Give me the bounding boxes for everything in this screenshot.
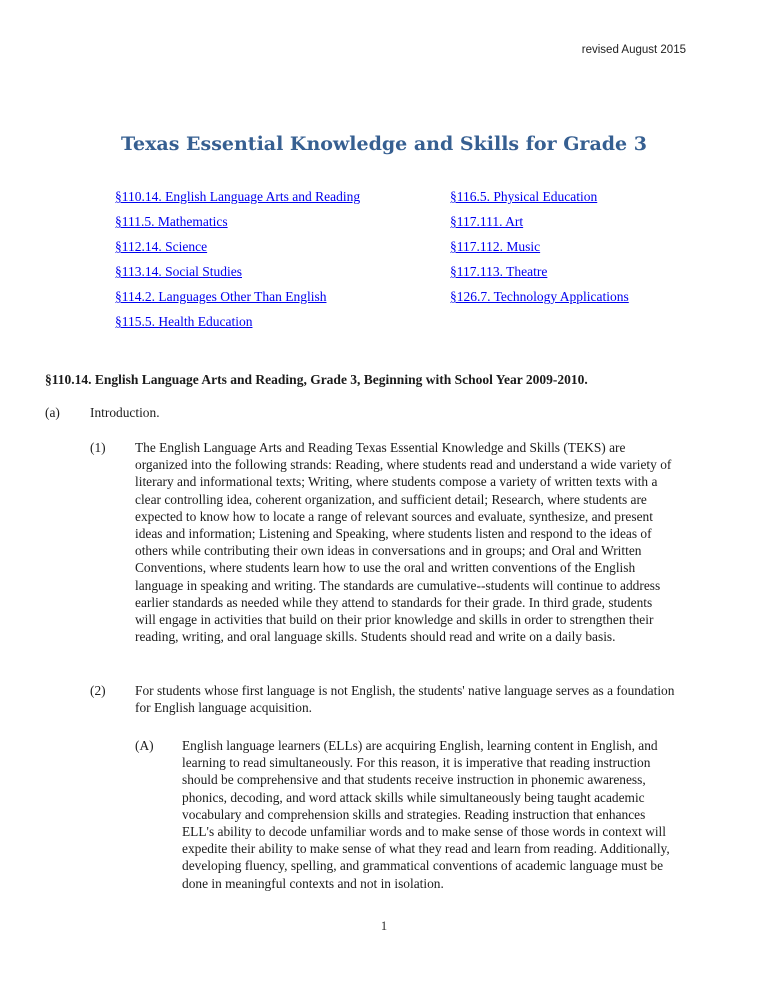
toc-link-languages-other-than-english[interactable]: §114.2. Languages Other Than English	[115, 289, 327, 304]
item-label: (1)	[90, 440, 106, 455]
toc-column-right	[450, 188, 629, 313]
toc-link-english-language-arts[interactable]: §110.14. English Language Arts and Reading	[115, 189, 361, 204]
section-heading: §110.14. English Language Arts and Reading, Grade 3, Beginning with School Year 2009-2010.	[45, 372, 588, 387]
toc-link-technology-applications[interactable]: §126.7. Technology Applications	[450, 289, 629, 304]
toc-link-mathematics[interactable]: §111.5. Mathematics	[115, 214, 228, 229]
item-label: (2)	[90, 683, 106, 698]
toc-link-health-education[interactable]: §115.5. Health Education	[115, 314, 253, 329]
item-text: For students whose first language is not English, the students' native language serves as a foundation for English language acquisition.	[135, 683, 675, 716]
item-text: Introduction.	[90, 405, 160, 420]
toc-link-science[interactable]: §112.14. Science	[115, 239, 208, 254]
item-label: (A)	[135, 738, 154, 753]
intro-item-1	[90, 439, 676, 645]
item-label: (a)	[45, 405, 60, 420]
document-title: Texas Essential Knowledge and Skills for Grade 3	[121, 133, 647, 155]
intro-item-A	[135, 737, 674, 892]
toc-column-left	[115, 188, 360, 338]
toc-link-music[interactable]: §117.112. Music	[450, 239, 541, 254]
toc-link-art[interactable]: §117.111. Art	[450, 214, 524, 229]
toc-link-physical-education[interactable]: §116.5. Physical Education	[450, 189, 598, 204]
revision-note: revised August 2015	[581, 44, 686, 56]
item-text: English language learners (ELLs) are acquiring English, learning content in English, and learning to read simultaneously. For this reason, it is imperative that reading instruction should be comprehensive and that students receive instruction in phonemic awareness, phonics, decoding, and word attack skills while simultaneously being taught academic vocabulary and comprehension skills and strategies. Reading instruction that enhances ELL's ability to decode unfamiliar words and to make sense of those words in context will expedite their ability to make sense of what they read and learn from reading. Additionally, developing fluency, spelling, and grammatical conventions of academic language must be done in meaningful contexts and not in isolation.	[182, 738, 670, 891]
intro-item-2	[90, 682, 676, 716]
item-text: The English Language Arts and Reading Texas Essential Knowledge and Skills (TEKS) are organized into the following strands: Reading, where students read and understand a wide variety of literary and informational texts; Writing, where students compose a variety of written texts with a clear controlling idea, coherent organization, and sufficient detail; Research, where students are expected to know how to locate a range of relevant sources and evaluate, synthesize, and present ideas and information; Listening and Speaking, where students listen and respond to the ideas of others while contributing their own ideas in conversations and in groups; and Oral and Written Conventions, where students learn how to use the oral and written conventions of the English language in speaking and writing. The standards are cumulative--students will continue to address earlier standards as needed while they attend to standards for their grade. In third grade, students will engage in activities that build on their prior knowledge and skills in order to strengthen their reading, writing, and oral language skills. Students should read and write on a daily basis.	[135, 440, 672, 645]
toc-link-social-studies[interactable]: §113.14. Social Studies	[115, 264, 242, 279]
page-number: 1	[380, 919, 388, 933]
toc-link-theatre[interactable]: §117.113. Theatre	[450, 264, 548, 279]
intro-item-a	[45, 404, 690, 421]
